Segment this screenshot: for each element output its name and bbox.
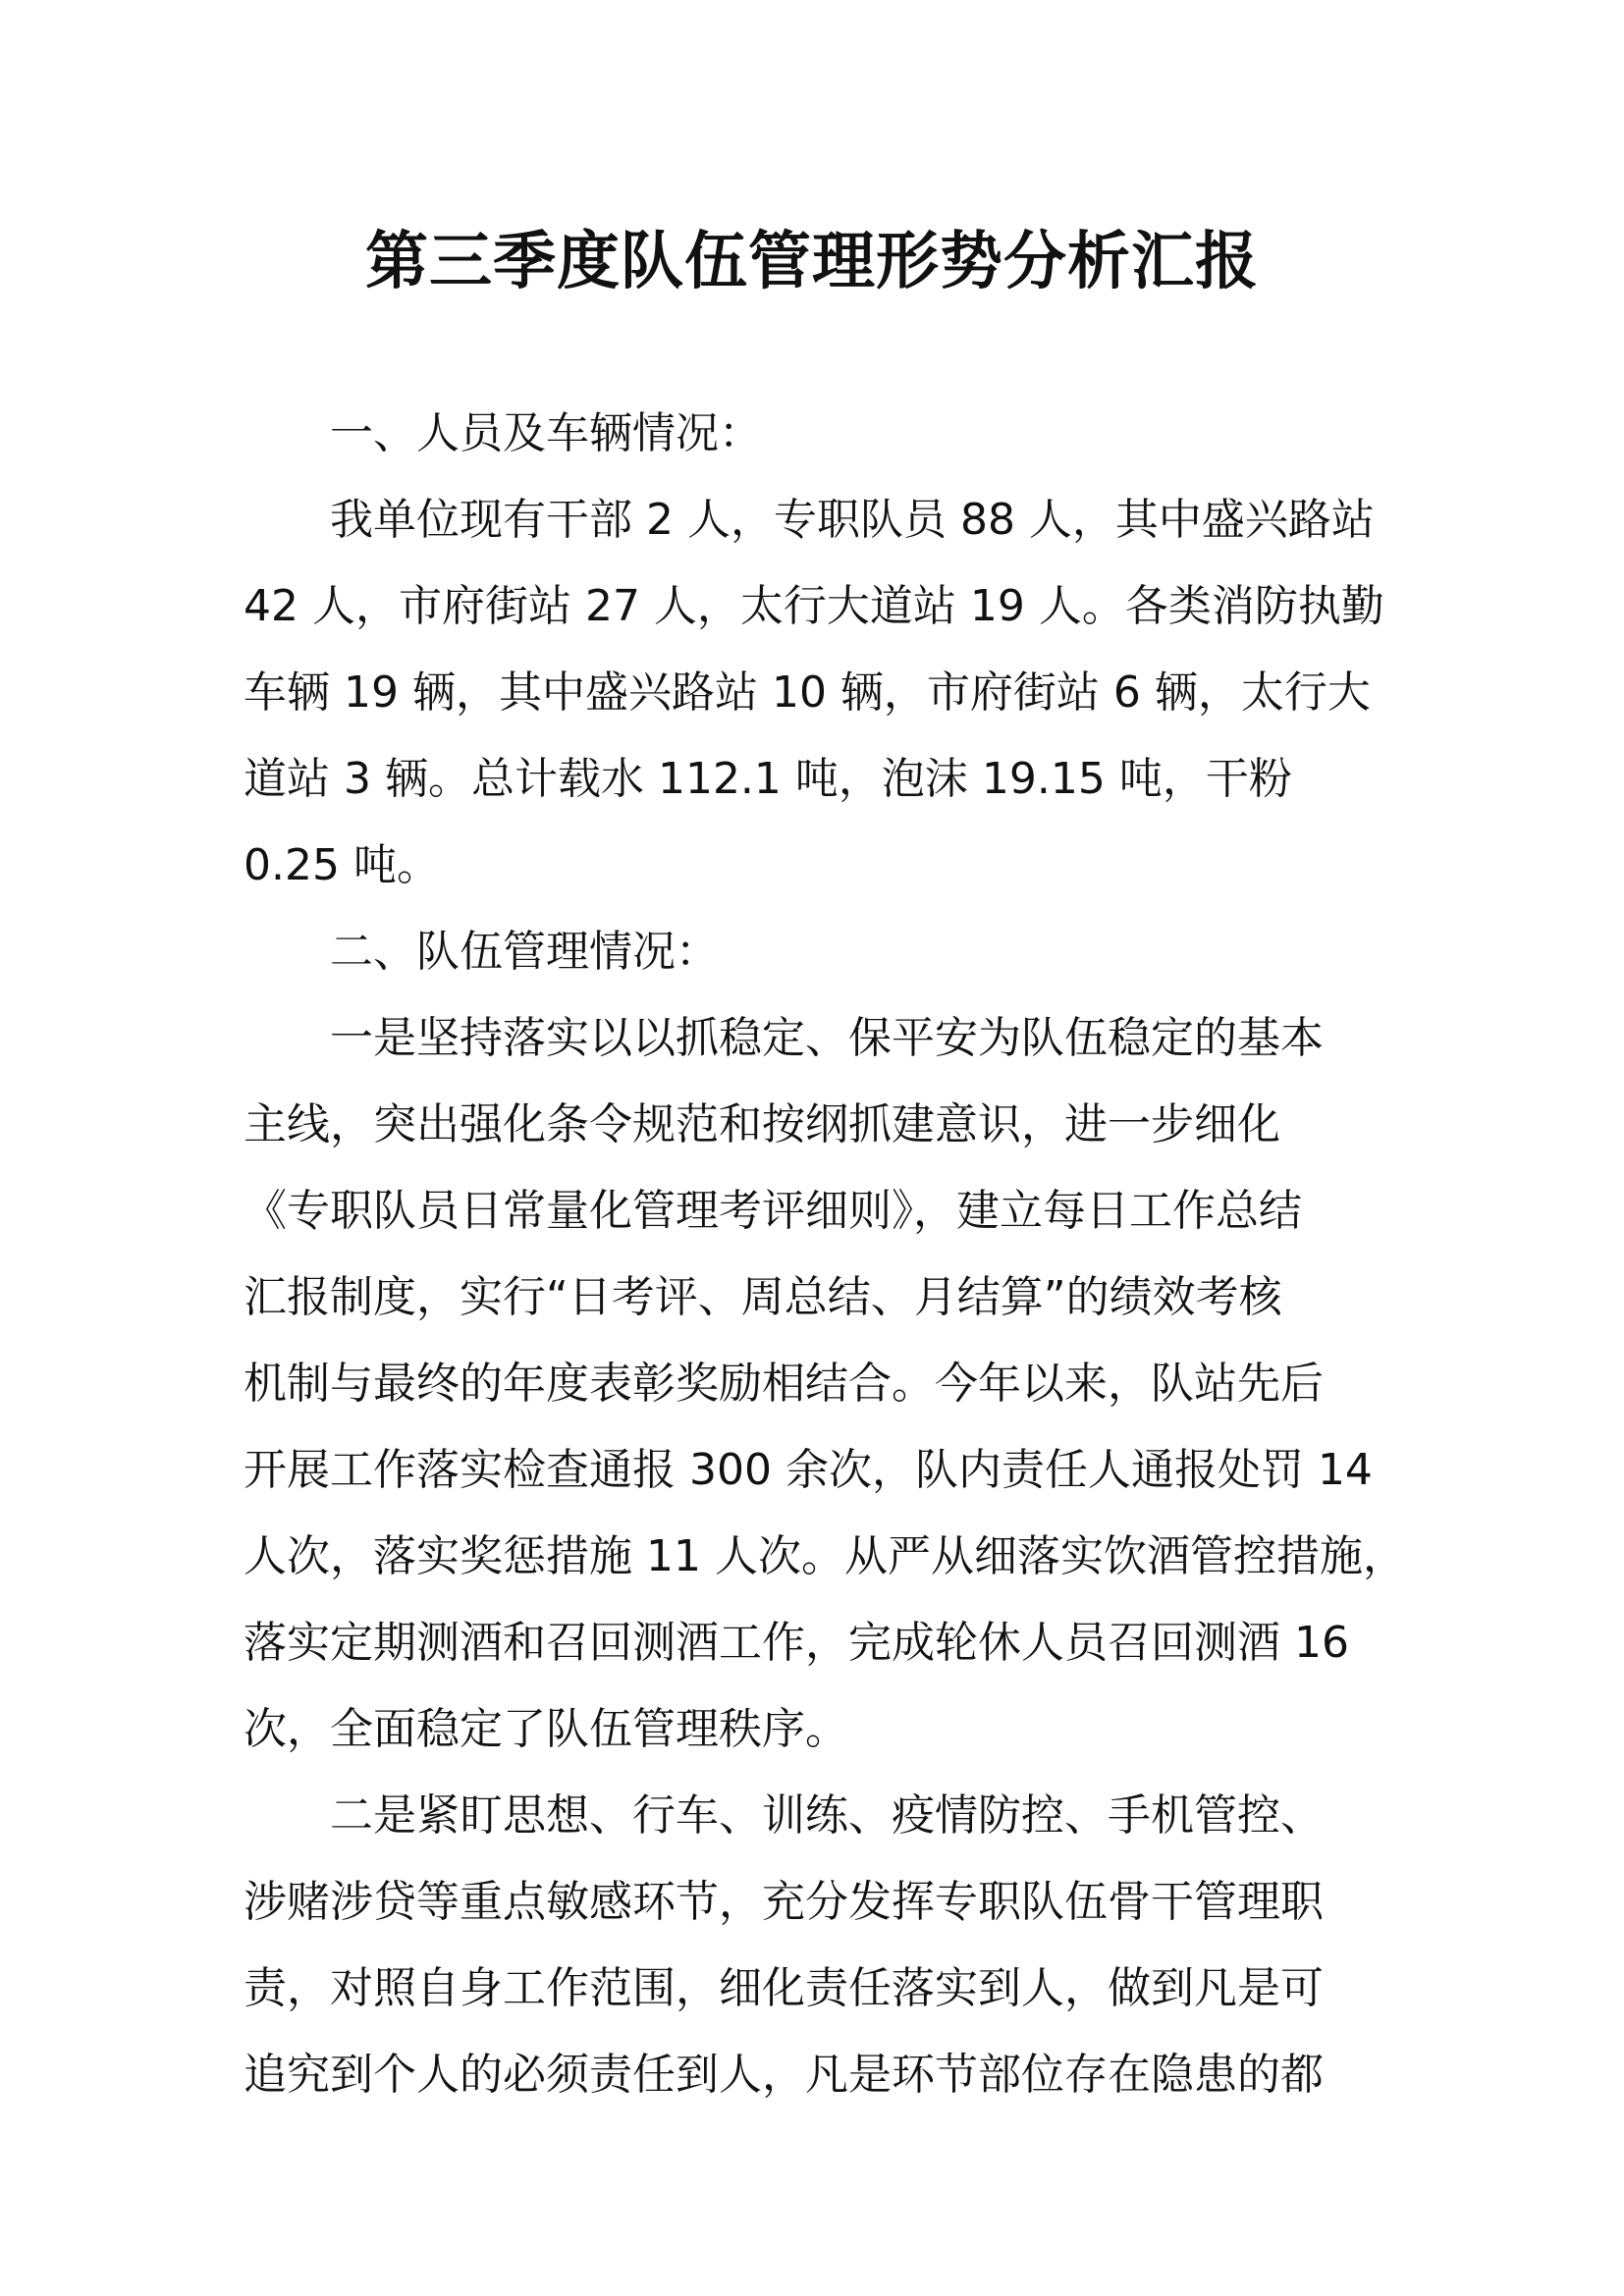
text-line: 开展工作落实检查通报 300 余次，队内责任人通报处罚 14: [244, 1445, 1373, 1495]
paragraph-management-first: [244, 995, 1406, 1773]
text-line: 我单位现有干部 2 人，专职队员 88 人，其中盛兴路站: [330, 495, 1375, 545]
text-line: 责，对照自身工作范围，细化责任落实到人，做到凡是可: [244, 1963, 1324, 2013]
document-title: 第三季度队伍管理形势分析汇报: [365, 225, 1259, 298]
document-body: [244, 391, 1406, 2118]
paragraph-personnel-vehicles: [244, 477, 1387, 909]
text-line: 车辆 19 辆，其中盛兴路站 10 辆，市府街站 6 辆，太行大: [244, 667, 1371, 718]
text-line: 人次，落实奖惩措施 11 人次。从严从细落实饮酒管控措施，: [244, 1531, 1406, 1581]
text-line: 主线，突出强化条令规范和按纲抓建意识，进一步细化: [244, 1099, 1280, 1149]
section-heading-management: [244, 909, 1387, 995]
text-line: 0.25 吨。: [244, 840, 440, 890]
text-line: 《专职队员日常量化管理考评细则》，建立每日工作总结: [244, 1186, 1302, 1236]
paragraph-management-second: [244, 1773, 1387, 2118]
section-heading-personnel: [244, 391, 1387, 477]
text-line: 机制与最终的年度表彰奖励相结合。今年以来，队站先后: [244, 1359, 1324, 1409]
text-line: 落实定期测酒和召回测酒工作，完成轮休人员召回测酒 16: [244, 1618, 1349, 1668]
text-line: 次，全面稳定了队伍管理秩序。: [244, 1704, 848, 1754]
text-line: 一、人员及车辆情况：: [330, 408, 762, 458]
text-line: 42 人，市府街站 27 人，太行大道站 19 人。各类消防执勤: [244, 581, 1384, 631]
text-line: 一是坚持落实以以抓稳定、保平安为队伍稳定的基本: [330, 1013, 1324, 1063]
text-line: 道站 3 辆。总计载水 112.1 吨，泡沫 19.15 吨，干粉: [244, 754, 1292, 804]
text-line: 涉赌涉贷等重点敏感环节，充分发挥专职队伍骨干管理职: [244, 1877, 1324, 1927]
text-line: 追究到个人的必须责任到人，凡是环节部位存在隐患的都: [244, 2050, 1324, 2100]
text-line: 二、队伍管理情况：: [330, 927, 719, 977]
text-line: 汇报制度，实行“日考评、周总结、月结算”的绩效考核: [244, 1272, 1282, 1322]
text-line: 二是紧盯思想、行车、训练、疫情防控、手机管控、: [330, 1790, 1324, 1841]
